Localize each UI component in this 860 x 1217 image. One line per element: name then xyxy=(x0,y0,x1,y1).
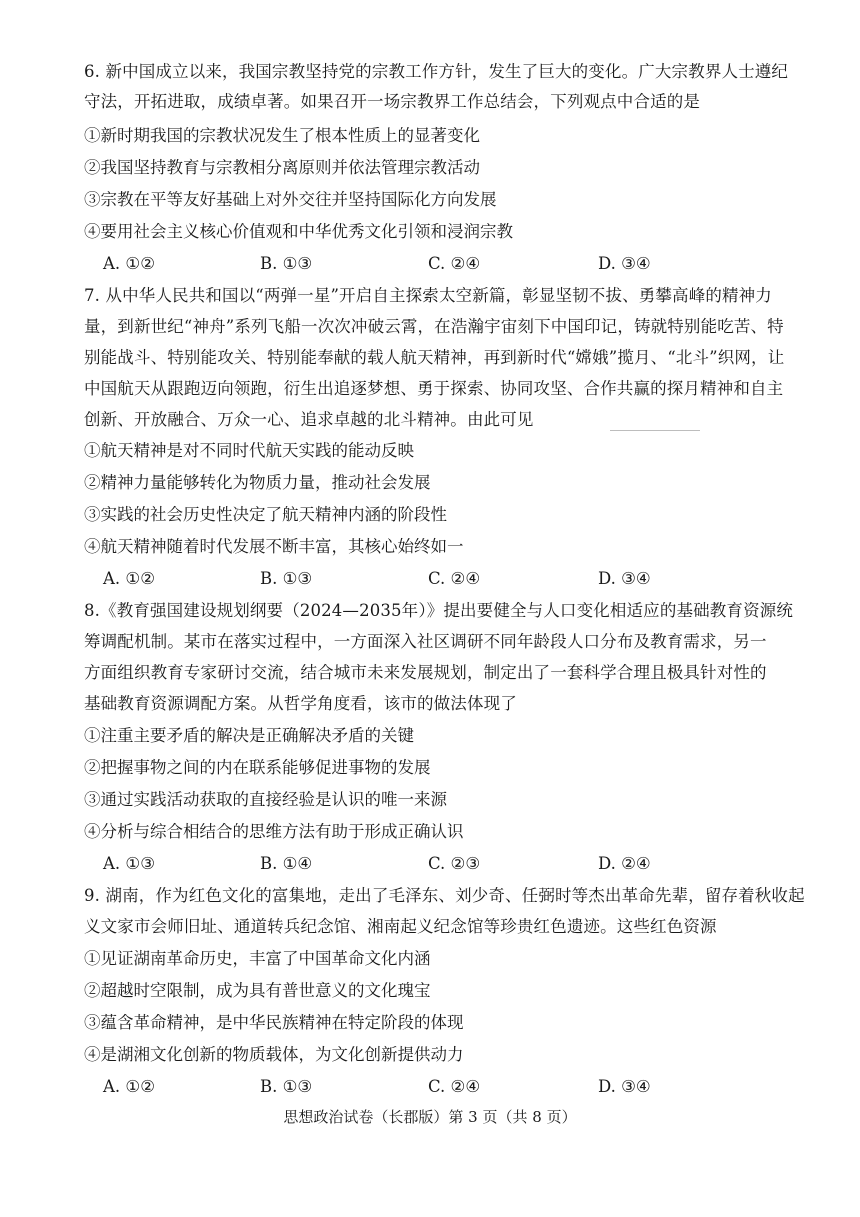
q6-option-d[interactable]: D. ③④ xyxy=(598,254,651,273)
q8-stem-line-4: 基础教育资源调配方案。从哲学角度看，该市的做法体现了 xyxy=(84,694,517,713)
q7-item-3: ③实践的社会历史性决定了航天精神内涵的阶段性 xyxy=(84,505,447,524)
q9-item-3: ③蕴含革命精神，是中华民族精神在特定阶段的体现 xyxy=(84,1013,464,1032)
q7-option-c[interactable]: C. ②④ xyxy=(428,569,481,588)
q7-stem-line-1: 7. 从中华人民共和国以“两弹一星”开启自主探索太空新篇，彰显坚韧不拔、勇攀高峰的精神力 xyxy=(84,286,772,305)
q7-stem-line-4: 中国航天从跟跑迈向领跑，衍生出追逐梦想、勇于探索、协同攻坚、合作共赢的探月精神和自主 xyxy=(84,379,784,398)
q7-stem-line-3: 别能战斗、特别能攻关、特别能奉献的载人航天精神，再到新时代“嫦娥”揽月、“北斗”织网，让 xyxy=(84,348,785,367)
q9-item-4: ④是湖湘文化创新的物质载体，为文化创新提供动力 xyxy=(84,1045,464,1064)
q7-option-a[interactable]: A. ①② xyxy=(103,569,155,588)
q8-item-2: ②把握事物之间的内在联系能够促进事物的发展 xyxy=(84,758,431,777)
q8-stem-line-3: 方面组织教育专家研讨交流，结合城市未来发展规划，制定出了一套科学合理且极具针对性的 xyxy=(84,663,767,682)
q8-item-1: ①注重主要矛盾的解决是正确解决矛盾的关键 xyxy=(84,726,414,745)
q8-option-b[interactable]: B. ①④ xyxy=(260,854,313,873)
scan-mark xyxy=(610,430,700,431)
q8-option-a[interactable]: A. ①③ xyxy=(103,854,155,873)
q6-item-2: ②我国坚持教育与宗教相分离原则并依法管理宗教活动 xyxy=(84,158,480,177)
q8-item-3: ③通过实践活动获取的直接经验是认识的唯一来源 xyxy=(84,790,447,809)
q8-stem-line-1: 8.《教育强国建设规划纲要（2024—2035年）》提出要健全与人口变化相适应的基础教育资源统 xyxy=(84,601,794,620)
q6-option-c[interactable]: C. ②④ xyxy=(428,254,481,273)
q6-item-4: ④要用社会主义核心价值观和中华优秀文化引领和浸润宗教 xyxy=(84,222,513,241)
q9-stem-line-2: 义文家市会师旧址、通道转兵纪念馆、湘南起义纪念馆等珍贵红色遗迹。这些红色资源 xyxy=(84,917,717,936)
q9-option-b[interactable]: B. ①③ xyxy=(260,1077,313,1096)
q7-item-2: ②精神力量能够转化为物质力量，推动社会发展 xyxy=(84,473,431,492)
q9-item-1: ①见证湖南革命历史，丰富了中国革命文化内涵 xyxy=(84,949,431,968)
q7-option-d[interactable]: D. ③④ xyxy=(598,569,651,588)
q6-option-b[interactable]: B. ①③ xyxy=(260,254,313,273)
q9-option-c[interactable]: C. ②④ xyxy=(428,1077,481,1096)
q7-item-4: ④航天精神随着时代发展不断丰富，其核心始终如一 xyxy=(84,537,464,556)
q9-item-2: ②超越时空限制，成为具有普世意义的文化瑰宝 xyxy=(84,981,431,1000)
page-footer: 思想政治试卷（长郡版）第 3 页（共 8 页） xyxy=(283,1108,577,1126)
q8-option-c[interactable]: C. ②③ xyxy=(428,854,481,873)
q7-stem-line-5: 创新、开放融合、万众一心、追求卓越的北斗精神。由此可见 xyxy=(84,410,534,429)
q8-stem-line-2: 筹调配机制。某市在落实过程中，一方面深入社区调研不同年龄段人口分布及教育需求，另一 xyxy=(84,632,767,651)
q9-stem-line-1: 9. 湖南，作为红色文化的富集地，走出了毛泽东、刘少奇、任弼时等杰出革命先辈，留存着秋收起 xyxy=(84,886,805,905)
q6-option-a[interactable]: A. ①② xyxy=(103,254,155,273)
q6-item-3: ③宗教在平等友好基础上对外交往并坚持国际化方向发展 xyxy=(84,190,497,209)
q9-option-d[interactable]: D. ③④ xyxy=(598,1077,651,1096)
q6-stem-line-2: 守法，开拓进取，成绩卓著。如果召开一场宗教界工作总结会，下列观点中合适的是 xyxy=(84,92,701,111)
q7-stem-line-2: 量，到新世纪“神舟”系列飞船一次次冲破云霄，在浩瀚宇宙刻下中国印记，铸就特别能吃苦、特 xyxy=(84,317,784,336)
q9-option-a[interactable]: A. ①② xyxy=(103,1077,155,1096)
q7-item-1: ①航天精神是对不同时代航天实践的能动反映 xyxy=(84,441,414,460)
q6-item-1: ①新时期我国的宗教状况发生了根本性质上的显著变化 xyxy=(84,126,480,145)
q7-option-b[interactable]: B. ①③ xyxy=(260,569,313,588)
q8-option-d[interactable]: D. ②④ xyxy=(598,854,651,873)
q8-item-4: ④分析与综合相结合的思维方法有助于形成正确认识 xyxy=(84,822,464,841)
q6-stem-line-1: 6. 新中国成立以来，我国宗教坚持党的宗教工作方针，发生了巨大的变化。广大宗教界人士遵纪 xyxy=(84,62,789,81)
